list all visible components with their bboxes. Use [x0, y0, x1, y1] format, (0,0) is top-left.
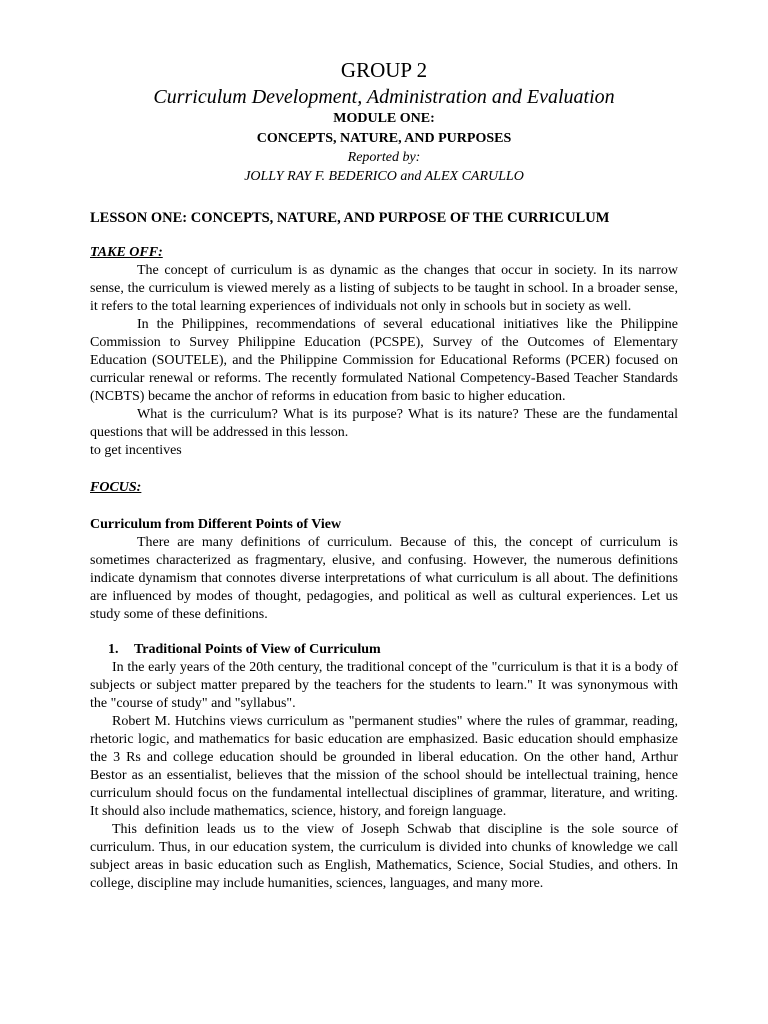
- take-off-paragraph: The concept of curriculum is as dynamic as the changes that occur in society. In its narrow sense, the curriculum is viewed merely as a listing of subjects to be taught in school. In a broader sense, it refers to the total learning experiences of individuals not only in schools but in society as well.: [90, 263, 678, 314]
- module-label: MODULE ONE:: [333, 111, 435, 126]
- focus-paragraph: There are many definitions of curriculum. Because of this, the concept of curriculum is sometimes characterized as fragmentary, elusive, and confusing. However, the numerous definitions indicate dynamism that connotes diverse interpretations of what curriculum is all about. The definitions are influenced by modes of thought, pedagogies, and political as well as cultural experiences. Let us study some of these definitions.: [90, 535, 678, 622]
- lesson-title: LESSON ONE: CONCEPTS, NATURE, AND PURPOSE OF THE CURRICULUM: [90, 210, 610, 226]
- section-title: Traditional Points of View of Curriculum: [134, 642, 381, 657]
- take-off-paragraph: What is the curriculum? What is its purpose? What is its nature? These are the fundamental questions that will be addressed in this lesson.: [90, 407, 678, 440]
- course-subtitle: Curriculum Development, Administration and Evaluation: [153, 86, 615, 108]
- section-number: 1.: [108, 642, 119, 657]
- take-off-heading: TAKE OFF:: [90, 245, 163, 260]
- take-off-note: to get incentives: [90, 443, 182, 458]
- section-paragraph: This definition leads us to the view of Joseph Schwab that discipline is the sole source of curriculum. Thus, in our education system, the curriculum is divided into chunks of knowledge we call subject areas in basic education such as English, Mathematics, Science, Social Studies, and others. In college, discipline may include humanities, sciences, languages, and many more.: [90, 822, 678, 891]
- section-paragraph: Robert M. Hutchins views curriculum as "permanent studies" where the rules of grammar, reading, rhetoric logic, and mathematics for basic education are emphasized. Basic education should emphasize the 3 Rs and college education should be grounded in liberal education. On the other hand, Arthur Bestor as an essentialist, believes that the mission of the school should be intellectual training, hence curriculum should focus on the fundamental intellectual disciplines of grammar, literature, and writing. It should also include mathematics, science, history, and foreign language.: [90, 714, 678, 819]
- authors: JOLLY RAY F. BEDERICO and ALEX CARULLO: [244, 169, 524, 184]
- focus-heading: FOCUS:: [90, 480, 142, 495]
- module-title: CONCEPTS, NATURE, AND PURPOSES: [256, 131, 512, 146]
- take-off-paragraph: In the Philippines, recommendations of several educational initiatives like the Philippine Commission to Survey Philippine Education (PCSPE), Survey of the Outcomes of Elementary Education (SOUTELE), and the Philippine Commission for Educational Reforms (PCER) focused on curricular renewal or reforms. The recently formulated National Competency-Based Teacher Standards (NCBTS) became the anchor of reforms in education from basic to higher education.: [90, 317, 678, 404]
- group-title: GROUP 2: [340, 58, 428, 82]
- document-page: [90, 54, 678, 893]
- section-paragraph: In the early years of the 20th century, the traditional concept of the "curriculum is that it is a body of subjects or subject matter prepared by the teachers for the students to learn." It was synonymous with the "course of study" and "syllabus".: [90, 660, 678, 711]
- reported-by-label: Reported by:: [347, 150, 421, 165]
- section-heading: [90, 641, 678, 659]
- focus-subheading: Curriculum from Different Points of View: [90, 517, 342, 532]
